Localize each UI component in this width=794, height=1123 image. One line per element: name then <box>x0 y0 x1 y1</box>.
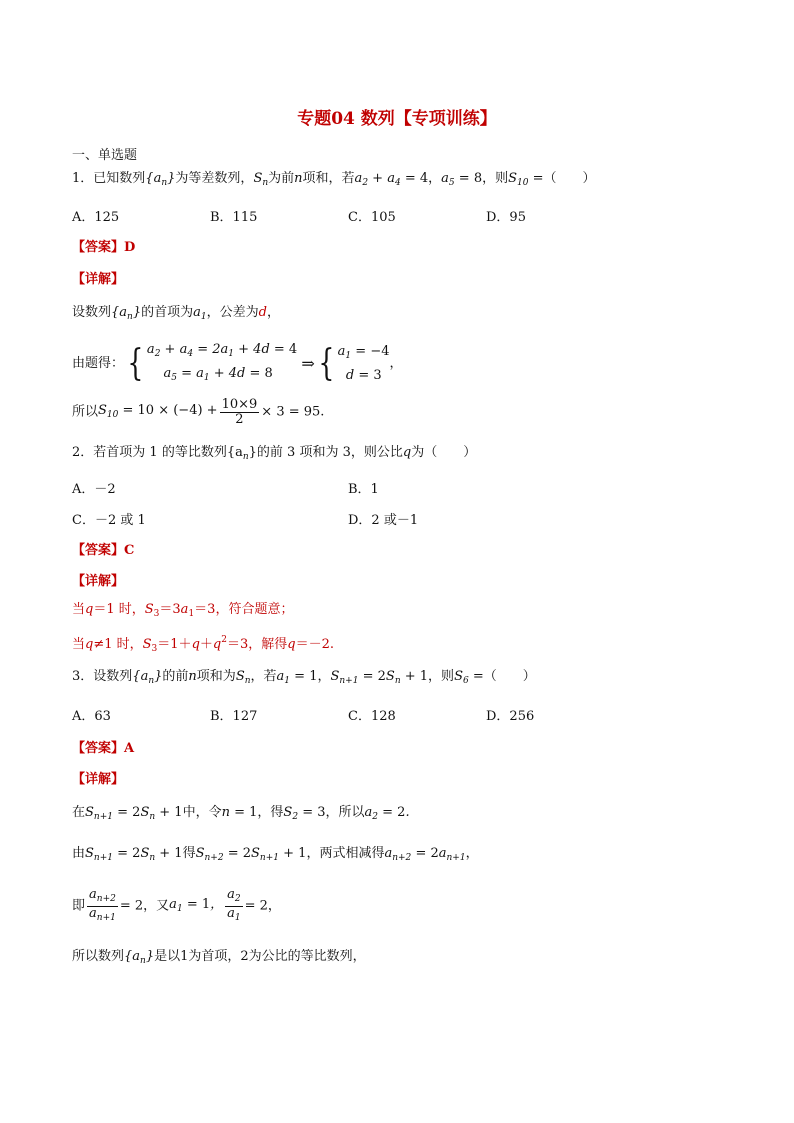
q2-answer: 【答案】C <box>72 543 135 558</box>
q1-option-c: C．105 <box>348 210 396 225</box>
q3-option-a: A．63 <box>72 709 111 724</box>
q2-detail-line-2: 当q≠1 时，$S_3=1+q+q^2=3$，解得q＝－2. <box>72 635 334 654</box>
q2-detail-label: 【详解】 <box>72 574 125 589</box>
page-title: 专题04 数列【专项训练】 <box>297 109 497 129</box>
q1-detail-line-1: 设数列$\{a_n\}$的首项为$a_1$，公差为d， <box>72 305 280 322</box>
q3-answer: 【答案】A <box>72 741 135 756</box>
q2-option-b: B．1 <box>348 482 379 497</box>
question-2: 2．若首项为 1 的等比数列$\{a_n\}$的前 3 项和为 3，则公比q为（ ） <box>72 445 477 462</box>
q1-answer: 【答案】D <box>72 240 136 255</box>
q3-option-b: B．127 <box>210 709 258 724</box>
q3-detail-line-1: 在$S_{n+1} = 2S_n + 1$中，令n = 1，得$S_2 = 3$，所以$a_2 = 2$. <box>72 805 410 822</box>
q3-option-d: D．256 <box>486 709 535 724</box>
q3-detail-label: 【详解】 <box>72 772 125 787</box>
q2-detail-line-1: 当q＝1 时，$S_3=3a_1=3$，符合题意； <box>72 602 294 619</box>
q3-option-c: C．128 <box>348 709 396 724</box>
q1-option-d: D．95 <box>486 210 526 225</box>
q3-detail-line-4: 所以数列$\{a_n\}$是以1为首项，2为公比的等比数列， <box>72 949 366 966</box>
q1-detail-system: 由题得：{ $a_2 + a_4 = 2a_1 + 4d = 4$ $a_5 = a_1 + 4d = 8$ ⇒{ $a_1 = -4$ d = 3， <box>72 342 403 384</box>
q2-option-a: A．－2 <box>72 482 116 497</box>
q1-detail-label: 【详解】 <box>72 272 125 287</box>
q1-option-b: B．115 <box>210 210 258 225</box>
q2-option-d: D．2 或－1 <box>348 513 419 528</box>
q2-option-c: C．－2 或 1 <box>72 513 146 528</box>
section-heading: 一、单选题 <box>72 148 138 163</box>
q1-option-a: A．125 <box>72 210 120 225</box>
question-3: 3．设数列$\{a_n\}$的前n项和为$S_n$，若$a_1 = 1$，$S_{n+1} = 2S_n + 1$，则$S_6$ =（ ） <box>72 669 536 686</box>
q3-detail-line-3: 即 $\frac{a_{n+2}}{a_{n+1}}$ = 2，又$a_1 = 1$， $\frac{a_2}{a_1}$ = 2， <box>72 887 281 923</box>
q3-detail-line-2: 由$S_{n+1} = 2S_n + 1$得$S_{n+2} = 2S_{n+1} + 1$，两式相减得$a_{n+2} = 2a_{n+1}$， <box>72 846 479 863</box>
q1-detail-result: 所以$S_{10} = 10 \times (-4)$ + $\frac{10\times 9}{2}$ × 3 = 95. <box>72 397 325 427</box>
question-1: 1．已知数列$\{a_n\}$为等差数列，$S_n$为前n项和，若$a_2 + a_4 = 4$，$a_5 = 8$，则$S_{10}$ =（ ） <box>72 171 596 188</box>
